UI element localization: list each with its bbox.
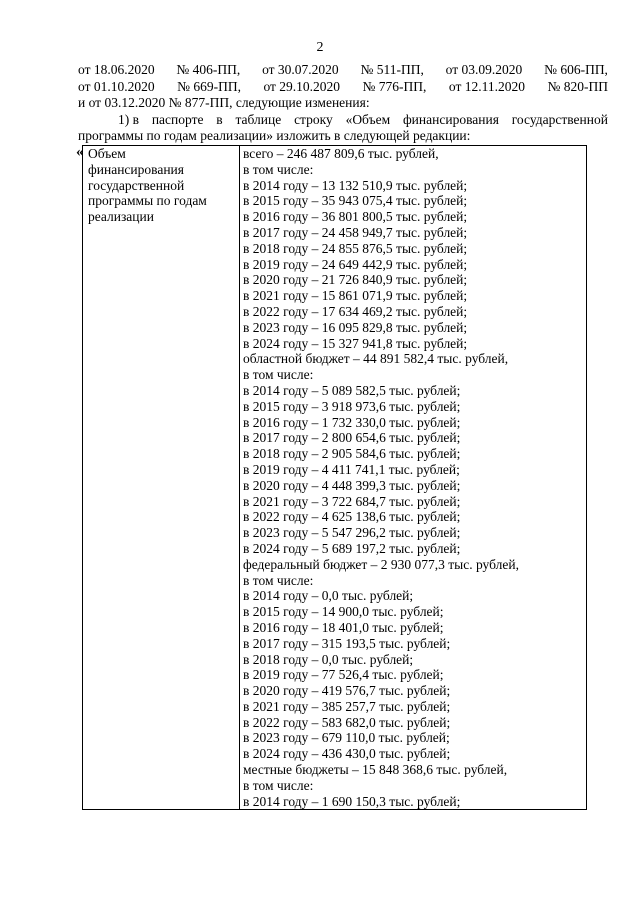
intro-line-2	[78, 79, 608, 96]
cell-line: в 2018 году – 24 855 876,5 тыс. рублей;	[243, 240, 468, 256]
table-cell-label	[83, 146, 240, 810]
table-row	[83, 146, 587, 810]
cell-line: в 2023 году – 5 547 296,2 тыс. рублей;	[243, 525, 461, 541]
table-cell-values	[240, 146, 587, 810]
intro-tail: и от 03.12.2020 № 877-ПП, следующие изменения:	[78, 95, 370, 110]
cell-line: в 2023 году – 679 110,0 тыс. рублей;	[243, 730, 450, 746]
intro-text: № 776-ПП,	[362, 78, 427, 94]
financing-table	[82, 145, 587, 810]
opening-quote: «	[76, 144, 84, 160]
item-1	[78, 112, 608, 145]
cell-line: областной бюджет – 44 891 582,4 тыс. рублей,	[243, 351, 509, 367]
item-word: в	[216, 111, 223, 127]
cell-line: в 2021 году – 385 257,7 тыс. рублей;	[243, 698, 451, 714]
page-number: 2	[316, 40, 324, 55]
cell-line: программы по годам	[88, 193, 207, 209]
intro-text: от 01.10.2020	[78, 78, 155, 94]
cell-line: Объем	[88, 146, 126, 161]
cell-line: в 2019 году – 4 411 741,1 тыс. рублей;	[243, 461, 460, 477]
intro-text: № 820-ПП	[547, 78, 608, 94]
item-word: государственной	[511, 111, 608, 127]
intro-paragraph	[78, 62, 608, 145]
cell-line: в 2020 году – 419 576,7 тыс. рублей;	[243, 683, 451, 699]
cell-line: в 2019 году – 24 649 442,9 тыс. рублей;	[243, 256, 468, 272]
cell-line: в 2015 году – 35 943 075,4 тыс. рублей;	[243, 193, 468, 209]
cell-line: реализации	[88, 209, 154, 225]
cell-line: в том числе:	[243, 777, 314, 793]
cell-line: местные бюджеты – 15 848 368,6 тыс. рублей,	[243, 762, 508, 778]
cell-line: в 2016 году – 1 732 330,0 тыс. рублей;	[243, 414, 461, 430]
item-word: строку	[294, 111, 333, 127]
cell-line: в 2021 году – 3 722 684,7 тыс. рублей;	[243, 493, 461, 509]
intro-text: № 511-ПП,	[360, 62, 424, 77]
cell-line: федеральный бюджет – 2 930 077,3 тыс. рублей,	[243, 556, 519, 572]
cell-line: в 2023 году – 16 095 829,8 тыс. рублей;	[243, 319, 468, 335]
cell-line: в 2015 году – 3 918 973,6 тыс. рублей;	[243, 398, 461, 414]
cell-line: в 2021 году – 15 861 071,9 тыс. рублей;	[243, 288, 468, 304]
intro-text: от 30.07.2020	[262, 62, 339, 77]
item-1-line-1	[78, 112, 608, 129]
intro-text: от 03.09.2020	[445, 62, 523, 77]
cell-line: всего – 246 487 809,6 тыс. рублей,	[243, 146, 439, 161]
cell-line: государственной	[88, 177, 185, 193]
intro-line-1	[78, 62, 608, 79]
intro-text: от 29.10.2020	[263, 78, 341, 94]
cell-line: в 2015 году – 14 900,0 тыс. рублей;	[243, 604, 444, 620]
cell-line: в 2014 году – 13 132 510,9 тыс. рублей;	[243, 177, 468, 193]
cell-line: в 2014 году – 1 690 150,3 тыс. рублей;	[243, 793, 461, 809]
item-word: 1) в	[118, 111, 139, 127]
cell-line: в 2024 году – 436 430,0 тыс. рублей;	[243, 746, 451, 762]
cell-line: в 2017 году – 2 800 654,6 тыс. рублей;	[243, 430, 461, 446]
intro-text: от 12.11.2020	[448, 78, 526, 94]
cell-line: в 2022 году – 4 625 138,6 тыс. рублей;	[243, 509, 461, 525]
cell-line: в том числе:	[243, 572, 314, 588]
cell-line: в 2018 году – 2 905 584,6 тыс. рублей;	[243, 446, 461, 462]
cell-line: в 2019 году – 77 526,4 тыс. рублей;	[243, 667, 444, 683]
item-1-line-2: программы по годам реализации» изложить в следующей редакции:	[78, 128, 471, 143]
cell-line: в 2014 году – 0,0 тыс. рублей;	[243, 588, 414, 604]
cell-line: в 2016 году – 18 401,0 тыс. рублей;	[243, 619, 444, 635]
cell-line: в 2017 году – 315 193,5 тыс. рублей;	[243, 635, 451, 651]
cell-line: в 2020 году – 4 448 399,3 тыс. рублей;	[243, 477, 461, 493]
cell-line: в 2018 году – 0,0 тыс. рублей;	[243, 651, 414, 667]
item-word: таблице	[235, 111, 282, 127]
cell-line: в том числе:	[243, 367, 314, 383]
cell-line: в 2024 году – 15 327 941,8 тыс. рублей;	[243, 335, 468, 351]
cell-line: в 2016 году – 36 801 800,5 тыс. рублей;	[243, 209, 468, 225]
cell-line: в 2022 году – 17 634 469,2 тыс. рублей;	[243, 303, 468, 319]
cell-line: финансирования	[88, 161, 184, 177]
intro-text: от 18.06.2020	[78, 62, 155, 77]
cell-line: в 2024 году – 5 689 197,2 тыс. рублей;	[243, 540, 461, 556]
item-word: финансирования	[402, 111, 499, 127]
cell-line: в 2014 году – 5 089 582,5 тыс. рублей;	[243, 382, 461, 398]
item-word: паспорте	[151, 111, 204, 127]
intro-text: № 406-ПП,	[176, 62, 241, 77]
intro-text: № 606-ПП,	[544, 62, 608, 77]
cell-line: в том числе:	[243, 161, 314, 177]
cell-line: в 2022 году – 583 682,0 тыс. рублей;	[243, 714, 451, 730]
item-word: «Объем	[345, 111, 391, 127]
cell-line: в 2020 году – 21 726 840,9 тыс. рублей;	[243, 272, 468, 288]
intro-text: № 669-ПП,	[177, 78, 241, 94]
cell-line: в 2017 году – 24 458 949,7 тыс. рублей;	[243, 224, 468, 240]
